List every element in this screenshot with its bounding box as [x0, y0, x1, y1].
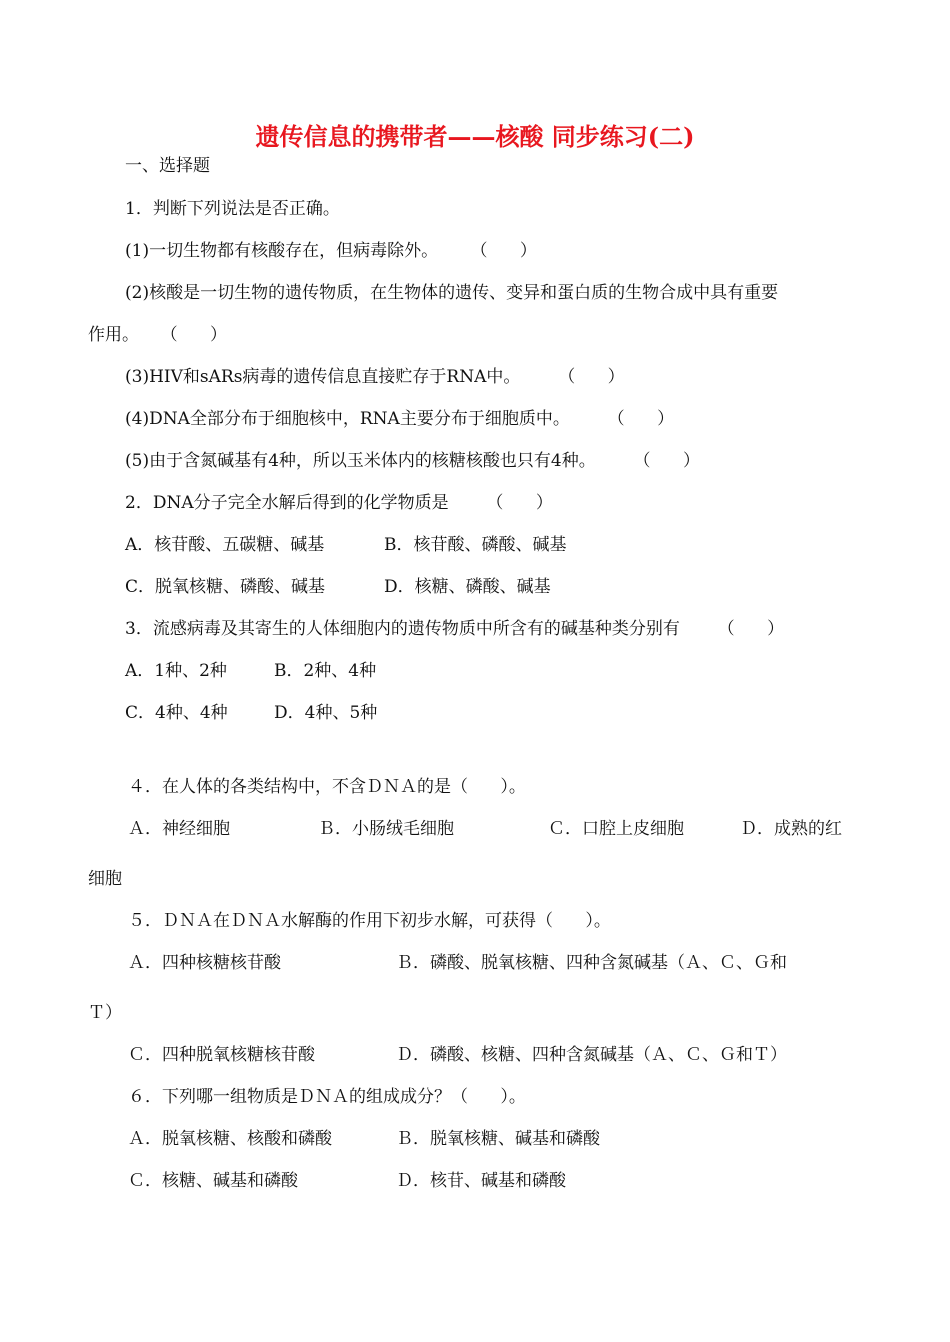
q1-statement-2: (2)核酸是一切生物的遗传物质，在生物体的遗传、变异和蛋白质的生物合成中具有重要 [125, 283, 779, 303]
q6-option-c: Ｃ．核糖、碱基和磷酸 [128, 1171, 298, 1191]
q1-stem: 1．判断下列说法是否正确。 [125, 199, 340, 219]
q2-stem: 2．DNA分子完全水解后得到的化学物质是 （ ） [125, 493, 553, 513]
page-title: 遗传信息的携带者——核酸 同步练习(二) [255, 122, 695, 151]
q3-option-a: A．1种、2种 [125, 661, 227, 681]
q4-option-b: Ｂ．小肠绒毛细胞 [318, 819, 454, 839]
q6-stem: ６．下列哪一组物质是ＤＮＡ的组成成分？（ ）。 [128, 1087, 526, 1107]
q1-statement-5: (5)由于含氮碱基有4种，所以玉米体内的核糖核酸也只有4种。 （ ） [125, 451, 700, 471]
q4-option-c: Ｃ．口腔上皮细胞 [548, 819, 684, 839]
q3-option-c: C．4种、4种 [125, 703, 228, 723]
q6-option-b: Ｂ．脱氧核糖、碱基和磷酸 [396, 1129, 600, 1149]
q2-option-b: B．核苷酸、磷酸、碱基 [384, 535, 567, 555]
q5-stem: ５．ＤＮＡ在ＤＮＡ水解酶的作用下初步水解，可获得（ ）。 [128, 911, 611, 931]
q4-stem: ４．在人体的各类结构中，不含ＤＮＡ的是（ ）。 [128, 777, 526, 797]
q4-option-d: Ｄ．成熟的红 [740, 819, 842, 839]
q1-statement-3: (3)HIV和sARs病毒的遗传信息直接贮存于RNA中。 （ ） [125, 367, 625, 387]
section-heading: 一、选择题 [125, 156, 210, 176]
q1-statement-2-cont: 作用。 （ ） [88, 325, 228, 345]
q1-statement-1: (1)一切生物都有核酸存在，但病毒除外。 （ ） [125, 241, 537, 261]
q6-option-d: Ｄ．核苷、碱基和磷酸 [396, 1171, 566, 1191]
q5-option-d: Ｄ．磷酸、核糖、四种含氮碱基（Ａ、Ｃ、Ｇ和Ｔ） [396, 1045, 787, 1065]
q4-option-a: Ａ．神经细胞 [128, 819, 230, 839]
q5-option-a: Ａ．四种核糖核苷酸 [128, 953, 281, 973]
q3-option-d: D．4种、5种 [274, 703, 378, 723]
q3-option-b: B．2种、4种 [274, 661, 377, 681]
q2-option-c: C．脱氧核糖、磷酸、碱基 [125, 577, 326, 597]
q2-option-a: A．核苷酸、五碳糖、碱基 [125, 535, 325, 555]
q5-option-b-cont: Ｔ） [88, 1003, 122, 1023]
q5-option-c: Ｃ．四种脱氧核糖核苷酸 [128, 1045, 315, 1065]
q2-option-d: D．核糖、磷酸、碱基 [384, 577, 551, 597]
q3-stem: 3．流感病毒及其寄生的人体细胞内的遗传物质中所含有的碱基种类分别有 （ ） [125, 619, 785, 639]
q6-option-a: Ａ．脱氧核糖、核酸和磷酸 [128, 1129, 332, 1149]
q1-statement-4: (4)DNA全部分布于细胞核中，RNA主要分布于细胞质中。 （ ） [125, 409, 675, 429]
q5-option-b: Ｂ．磷酸、脱氧核糖、四种含氮碱基（Ａ、Ｃ、Ｇ和 [396, 953, 787, 973]
q4-option-d-cont: 细胞 [88, 869, 122, 889]
